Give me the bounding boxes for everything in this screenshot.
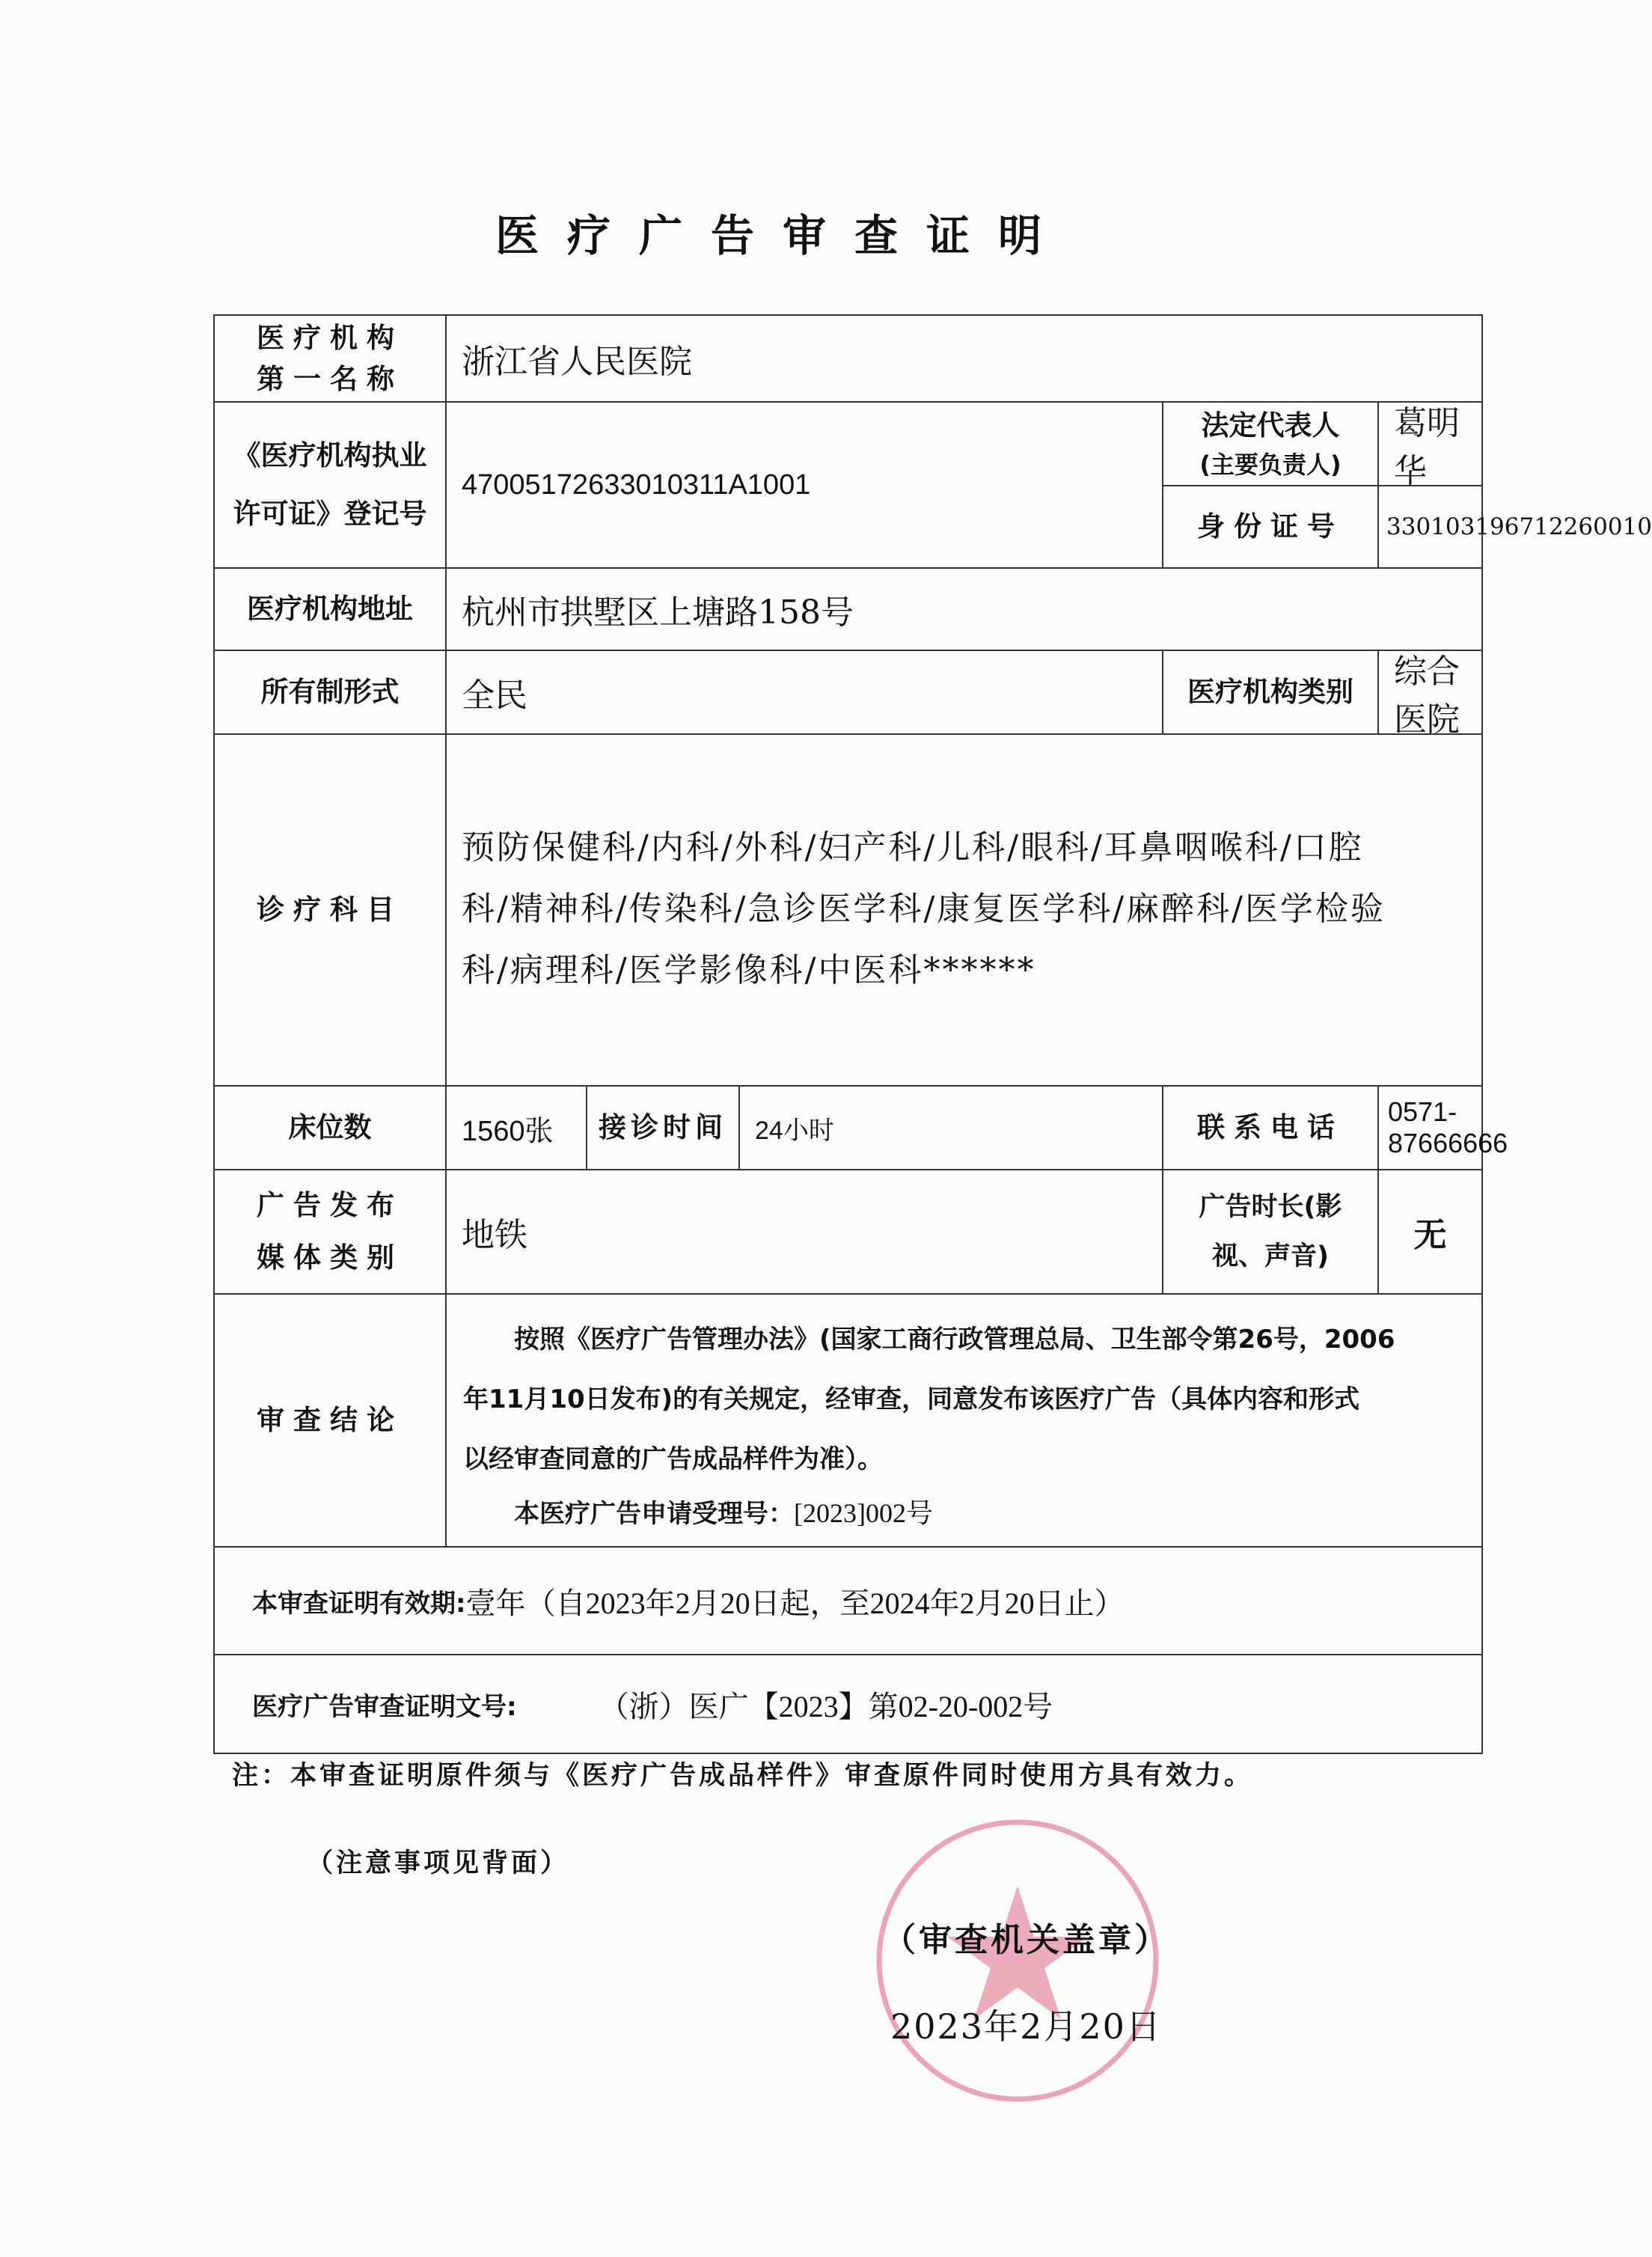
- conclusion-value: [445, 1293, 1483, 1548]
- label-line: 广告发布: [257, 1188, 403, 1221]
- departments-line: 预防保健科/内科/外科/妇产科/儿科/眼科/耳鼻咽喉科/口腔: [462, 828, 1364, 867]
- application-number-value: [2023]002号: [794, 1498, 933, 1528]
- reception-hours-label: 接诊时间: [586, 1085, 740, 1170]
- ownership-label: 所有制形式: [213, 650, 447, 735]
- validity-row: [213, 1546, 1483, 1655]
- label-line: (主要负责人): [1199, 450, 1342, 479]
- departments-line: 科/精神科/传染科/急诊医学科/康复医学科/麻醉科/医学检验: [462, 890, 1386, 928]
- beds-value: 1560张: [445, 1085, 587, 1170]
- cert-number-value: （浙）医广【2023】第02-20-002号: [599, 1689, 1053, 1723]
- media-value: 地铁: [445, 1169, 1163, 1295]
- license-label: [213, 401, 447, 569]
- institution-type-label: 医疗机构类别: [1162, 650, 1379, 735]
- conclusion-label: 审查结论: [213, 1293, 447, 1548]
- phone-label: 联系电话: [1162, 1085, 1379, 1170]
- label-line: 许可证》登记号: [233, 498, 427, 530]
- certificate-form: [213, 314, 1652, 1732]
- document-title: 医疗广告审查证明: [495, 210, 1070, 261]
- reception-hours-value: 24小时: [738, 1085, 1163, 1170]
- departments-label: 诊疗科目: [213, 733, 447, 1087]
- institution-name-label: [213, 314, 447, 403]
- duration-value: 无: [1377, 1169, 1483, 1295]
- conclusion-line: 以经审查同意的广告成品样件为准）。: [463, 1444, 883, 1474]
- cert-number-row: [213, 1654, 1483, 1754]
- seal-caption: （审查机关盖章）: [883, 1921, 1170, 1959]
- official-seal: [860, 1804, 1175, 2118]
- label-line: 视、声音): [1212, 1241, 1329, 1271]
- id-number-value: 330103196712260010: [1377, 485, 1483, 569]
- application-number-line: [463, 1489, 1466, 1538]
- label-line: 媒体类别: [257, 1241, 403, 1274]
- validity-label: 本审查证明有效期:: [252, 1588, 466, 1619]
- label-line: 广告时长(影: [1199, 1191, 1342, 1222]
- application-number-label: 本医疗广告申请受理号：: [514, 1499, 794, 1529]
- license-value: 47005172633010311A1001: [445, 401, 1163, 569]
- departments-line: 科/病理科/医学影像科/中医科******: [462, 951, 1036, 989]
- legal-rep-label: [1162, 401, 1379, 486]
- media-label: [213, 1169, 447, 1295]
- id-number-label: 身份证号: [1162, 485, 1379, 569]
- institution-name-value: 浙江省人民医院: [445, 314, 1483, 403]
- beds-label: 床位数: [213, 1085, 447, 1170]
- address-value: 杭州市拱墅区上塘路158号: [445, 567, 1483, 651]
- legal-rep-value: 葛明华: [1377, 401, 1483, 486]
- label-line: 医疗机构: [257, 321, 403, 354]
- cert-number-label: 医疗广告审查证明文号:: [252, 1691, 517, 1722]
- ownership-value: 全民: [445, 650, 1163, 735]
- phone-value: 0571-87666666: [1377, 1085, 1483, 1170]
- validity-value: 壹年（自2023年2月20日起，至2024年2月20日止）: [465, 1586, 1125, 1620]
- usage-note: 注：本审查证明原件须与《医疗广告成品样件》审查原件同时使用方具有效力。: [232, 1760, 1254, 1791]
- label-line: 《医疗机构执业: [233, 439, 427, 472]
- conclusion-line: 年11月10日发布)的有关规定，经审查，同意发布该医疗广告（具体内容和形式: [463, 1384, 1360, 1414]
- address-label: 医疗机构地址: [213, 567, 447, 651]
- duration-label: [1162, 1169, 1379, 1295]
- see-back-note: （注意事项见背面）: [307, 1848, 570, 1878]
- departments-value: [445, 733, 1483, 1087]
- issue-date: 2023年2月20日: [890, 2006, 1162, 2047]
- label-line: 法定代表人: [1201, 409, 1340, 442]
- institution-type-value: 综合医院: [1377, 650, 1483, 735]
- label-line: 第一名称: [257, 363, 403, 395]
- conclusion-line: 按照《医疗广告管理办法》(国家工商行政管理总局、卫生部令第26号，2006: [514, 1325, 1395, 1354]
